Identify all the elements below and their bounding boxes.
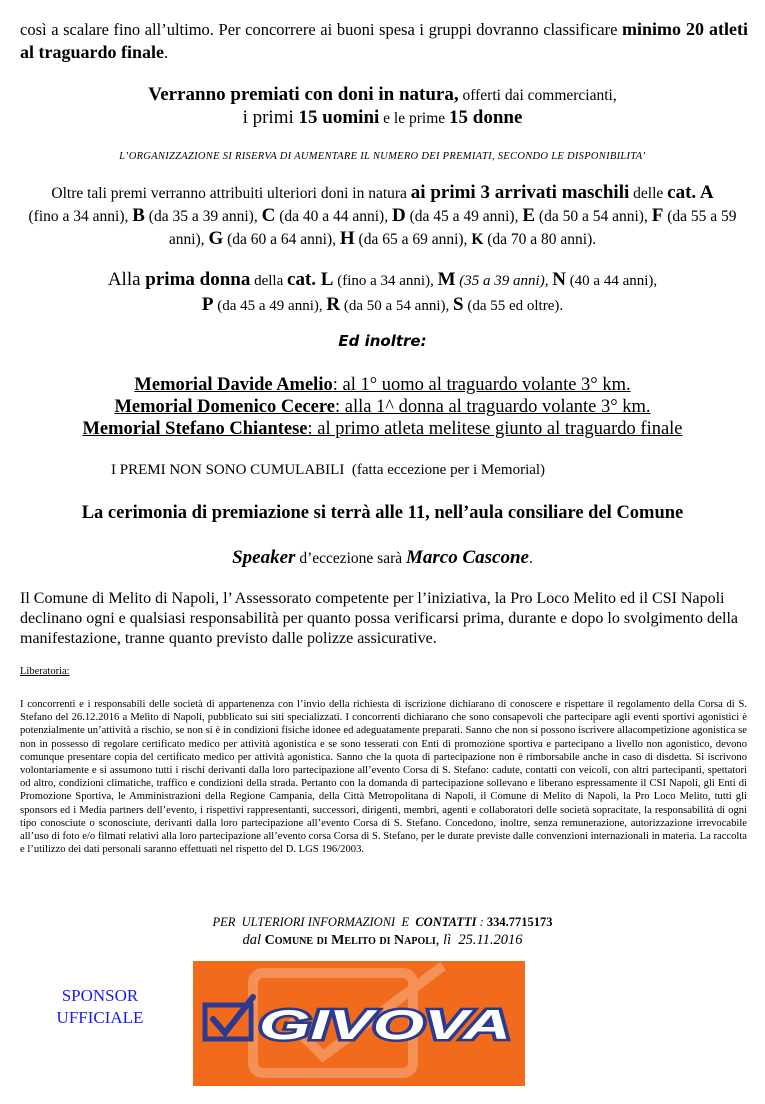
donna-o: (da 55 ed oltre). (463, 298, 564, 314)
donna-d: cat. L (287, 269, 334, 290)
info-date: , lì 25.11.2016 (435, 932, 523, 948)
ult-l: E (522, 205, 536, 226)
ult-d: cat. A (667, 182, 714, 203)
donna-e: (fino a 34 anni), (333, 273, 438, 289)
speaker-a: Speaker (232, 547, 296, 568)
ult-e: (fino a 34 anni), (28, 208, 133, 225)
ult-c: delle (629, 185, 668, 202)
ult-m: (da 50 a 54 anni), (535, 208, 652, 225)
liberatoria-title: Liberatoria: (20, 666, 70, 677)
premi-l2c: e le prime (379, 110, 450, 127)
ed-inoltre-heading: Ed inoltre: (338, 332, 427, 350)
intro-bold: minimo 20 atleti al traguardo finale (20, 19, 748, 62)
ulteriori-paragraph (20, 182, 745, 251)
ult-i: (da 40 a 44 anni), (275, 208, 392, 225)
premi-l2d: 15 donne (449, 107, 523, 128)
sponsor-l1: SPONSOR (61, 986, 139, 1005)
ult-q: (da 60 a 64 anni), (223, 231, 340, 248)
sponsor-label (40, 985, 160, 1029)
cerimonia-line: La cerimonia di premiazione si terrà alle 11, nell’aula consiliare del Comune (81, 503, 684, 523)
speaker-b: d’eccezione sarà (295, 550, 407, 567)
memorial-name: Memorial Domenico Cecere (114, 397, 335, 417)
speaker-line (20, 547, 745, 569)
premi-block (20, 84, 745, 130)
memorial-desc: : al primo atleta melitese giunto al traguardo finale (307, 419, 683, 439)
premi-l2b: 15 uomini (298, 107, 380, 128)
donna-h: N (552, 269, 566, 290)
memorial-name: Memorial Davide Amelio (134, 375, 333, 395)
donna-a: Alla (107, 269, 146, 290)
ult-a: Oltre tali premi verranno attribuiti ulteriori doni in natura (51, 185, 411, 202)
intro-paragraph (20, 18, 748, 64)
info-b: CONTATTI (415, 915, 477, 929)
comune-paragraph: Il Comune di Melito di Napoli, l’ Assessorato competente per l’iniziativa, la Pro Loco Melito ed il CSI Napoli declinano ogni e qualsiasi responsabilità per quanto possa verificarsi prima, durante e dopo lo svolgimento della manifestazione, tranne quanto previsto dalle polizze assicurative. (20, 590, 739, 647)
intro-text: così a scalare fino all’ultimo. Per concorrere ai buoni spesa i gruppi dovranno classificare (20, 20, 623, 39)
info-block (20, 913, 745, 950)
info-phone: 334.7715173 (486, 915, 553, 929)
info-c: : (476, 915, 487, 929)
ult-t: K (471, 231, 484, 248)
ult-r: H (339, 228, 355, 249)
donna-c: della (250, 273, 288, 289)
ult-b: ai primi 3 arrivati maschili (410, 182, 630, 203)
donna-l: R (326, 294, 341, 315)
memorial-desc: : alla 1^ donna al traguardo volante 3° km. (334, 397, 651, 417)
memorials-list (20, 374, 745, 440)
donna-g: (35 a 39 anni), (455, 273, 553, 289)
premi-rest: offerti dai commercianti, (458, 87, 617, 104)
donna-f: M (437, 269, 456, 290)
memorial-desc: : al 1° uomo al traguardo volante 3° km. (332, 375, 631, 395)
liberatoria-paragraph: I concorrenti e i responsabili delle società di appartenenza con l’invio della richiesta di iscrizione dichiarano di conoscere e rispettare il regolamento della Corsa di S. Stefano del 26.12.2016 a Melito di Napoli, pubblicato sui siti specializzati. I concorrenti dichiarano che sono consapevoli che partecipare agli eventi sportivi agonistici è potenzialmente un’attività a rischio, se non si è in condizioni fisiche idonee ed adeguatamente preparati. Sanno che non si possono iscrivere allacompetizione agonistica se non in possesso di regolare certificato medico per attività agonistica e se sono tesserati con Enti di promozione sportiva e partecipano a livello non agonistico, devono comunque presentare copia del certificato medico per attività agonistica. Sanno che la quota di partecipazione non è rimborsabile anche in caso di disdetta. Si iscrivono volontariamente e si assumono tutti i rischi derivanti dalla loro partecipazione all’evento Corsa di S. Stefano: cadute, contatti con veicoli, con altri partecipanti, spettatori od altro, condizioni climatiche, traffico e condizioni della strada. Pertanto con la domanda di partecipazione sollevano e liberano espressamente il CSI Napoli, gli Enti di Promozione Sportiva, le Amministrazioni della Regione Campania, della Città Metropolitana di Napoli, il Comune di Melito di Napoli, la Pro Loco Melito, tutti gli sponsors ed i Media partners dell’evento, i rispettivi rappresentanti, successori, dirigenti, membri, agenti e collaboratori delle società sopracitate, la responsabilità di ogni tipo conosciute o sconosciute, derivanti dalla loro partecipazione all’evento Corsa di S. Stefano. Concedono, inoltre, senza remunerazione, autorizzazione irrevocabile all’uso di foto e/o filmati relativi alla loro partecipazione all’evento corsa Corsa di S. Stefano, per le durate previste dalle convenzioni internazionali in materia. La raccolta e l’utilizzo dei dati personali saranno effettuati nel rispetto del D. LGS 196/2003. (20, 699, 747, 856)
riserva-note: L’ORGANIZZAZIONE SI RISERVA DI AUMENTARE IL NUMERO DEI PREMIATI, SECONDO LE DISPONIBILITA’ (119, 151, 646, 162)
ult-g: (da 35 a 39 anni), (144, 208, 262, 225)
info-e: dal (242, 932, 265, 948)
donna-j: P (201, 294, 214, 315)
memorial-item (20, 396, 745, 418)
speaker-name: Marco Cascone (406, 547, 529, 568)
givova-logo (193, 961, 525, 1086)
info-a: PER ULTERIORI INFORMAZIONI E (212, 915, 416, 929)
ult-h: C (261, 205, 276, 226)
logo-text: GIVOVA (259, 1001, 511, 1048)
intro-end: . (164, 43, 169, 62)
ult-s: (da 65 a 69 anni), (354, 231, 472, 248)
donna-k: (da 45 a 49 anni), (213, 298, 327, 314)
speaker-d: . (529, 550, 533, 567)
memorial-item (20, 418, 745, 440)
donna-i: (40 a 44 anni), (565, 273, 658, 289)
ult-u: (da 70 a 80 anni). (483, 231, 597, 248)
premi-bold: Verranno premiati con doni in natura, (148, 84, 459, 105)
cumulabili-note: I PREMI NON SONO CUMULABILI (fatta eccezione per i Memorial) (111, 462, 546, 478)
donna-m: (da 50 a 54 anni), (340, 298, 453, 314)
ult-o: (da 55 a 59 anni), (168, 208, 737, 248)
memorial-item (20, 374, 745, 396)
donna-n: S (453, 294, 464, 315)
sponsor-l2: UFFICIALE (56, 1008, 144, 1027)
ult-n: F (651, 205, 664, 226)
ult-k: (da 45 a 49 anni), (405, 208, 523, 225)
info-comune: Comune di Melito di Napoli (264, 933, 436, 948)
ult-j: D (391, 205, 406, 226)
premi-l2a: i primi (242, 107, 299, 128)
ult-p: G (208, 228, 224, 249)
ult-f: B (132, 205, 145, 226)
donna-paragraph (20, 268, 745, 318)
memorial-name: Memorial Stefano Chiantese (82, 419, 308, 439)
donna-b: prima donna (145, 269, 251, 290)
